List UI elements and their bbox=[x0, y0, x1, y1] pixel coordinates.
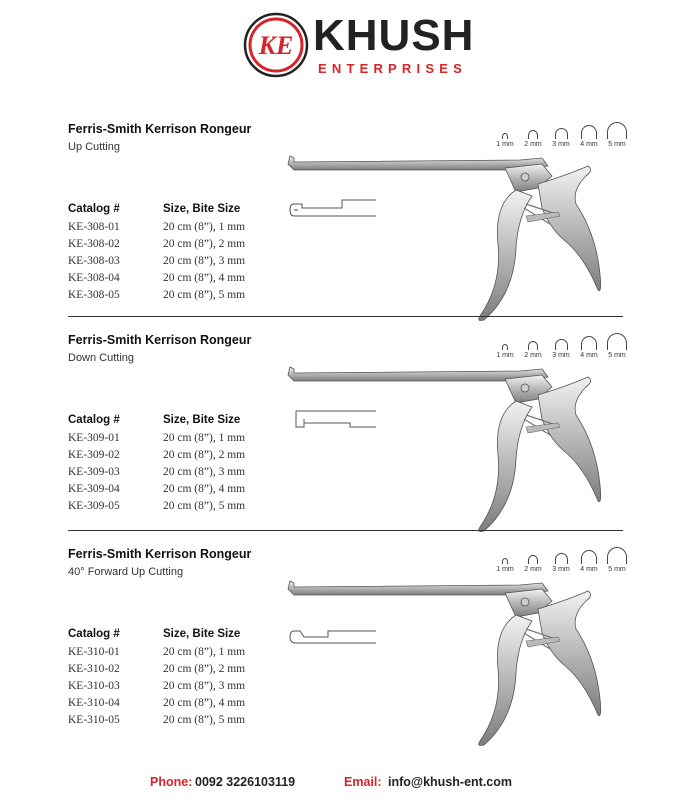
phone-number[interactable]: 0092 3226103119 bbox=[195, 775, 296, 789]
size-value: 20 cm (8”), 3 mm bbox=[163, 679, 246, 692]
bite-size-label: 5 mm bbox=[608, 141, 626, 148]
bite-size-label: 3 mm bbox=[552, 141, 570, 148]
cutting-tip-detail-icon bbox=[288, 194, 378, 224]
catalog-table bbox=[68, 200, 283, 303]
size-value: 20 cm (8”), 1 mm bbox=[163, 220, 246, 233]
bite-size-shape-icon bbox=[502, 344, 508, 350]
catalog-number: KE-310-02 bbox=[68, 662, 120, 675]
catalog-number: KE-310-03 bbox=[68, 679, 120, 692]
table-row bbox=[68, 269, 283, 286]
catalog-number: KE-309-04 bbox=[68, 482, 120, 495]
bite-size-label: 2 mm bbox=[524, 566, 542, 573]
table-row bbox=[68, 694, 283, 711]
table-header bbox=[68, 200, 283, 218]
size-value: 20 cm (8”), 4 mm bbox=[163, 271, 246, 284]
bite-size-label: 3 mm bbox=[552, 352, 570, 359]
section-divider bbox=[68, 316, 623, 317]
rongeur-instrument-image bbox=[280, 355, 620, 535]
rongeur-instrument-image bbox=[280, 144, 620, 324]
bite-size-shape-icon bbox=[502, 558, 508, 564]
product-section bbox=[0, 122, 689, 337]
table-header bbox=[68, 411, 283, 429]
catalog-number: KE-310-04 bbox=[68, 696, 120, 709]
table-row bbox=[68, 643, 283, 660]
catalog-header: Catalog # bbox=[68, 203, 120, 215]
bite-size-shape-icon bbox=[528, 341, 538, 350]
size-value: 20 cm (8”), 5 mm bbox=[163, 499, 246, 512]
product-subtitle: Up Cutting bbox=[68, 141, 120, 153]
size-value: 20 cm (8”), 1 mm bbox=[163, 431, 246, 444]
bite-size-label: 4 mm bbox=[580, 566, 598, 573]
table-row bbox=[68, 711, 283, 728]
table-row bbox=[68, 463, 283, 480]
bite-size-label: 4 mm bbox=[580, 141, 598, 148]
table-row bbox=[68, 286, 283, 303]
brand-badge-icon bbox=[243, 12, 309, 78]
svg-text:KE: KE bbox=[258, 31, 294, 60]
catalog-header: Catalog # bbox=[68, 414, 120, 426]
catalog-number: KE-308-02 bbox=[68, 237, 120, 250]
bite-size-shape-icon bbox=[528, 130, 538, 139]
size-header: Size, Bite Size bbox=[163, 414, 241, 426]
size-value: 20 cm (8”), 5 mm bbox=[163, 288, 246, 301]
table-row bbox=[68, 660, 283, 677]
table-row bbox=[68, 446, 283, 463]
catalog-number: KE-310-01 bbox=[68, 645, 120, 658]
catalog-number: KE-309-03 bbox=[68, 465, 120, 478]
product-title: Ferris-Smith Kerrison Rongeur bbox=[68, 547, 252, 561]
product-title: Ferris-Smith Kerrison Rongeur bbox=[68, 333, 252, 347]
product-section bbox=[0, 333, 689, 548]
bite-size-shape-icon bbox=[581, 125, 597, 139]
bite-size-label: 4 mm bbox=[580, 352, 598, 359]
size-value: 20 cm (8”), 5 mm bbox=[163, 713, 246, 726]
bite-size-label: 3 mm bbox=[552, 566, 570, 573]
bite-size-label: 1 mm bbox=[496, 566, 514, 573]
email-label: Email: bbox=[344, 775, 382, 789]
bite-size-shape-icon bbox=[607, 122, 627, 139]
table-row bbox=[68, 429, 283, 446]
size-value: 20 cm (8”), 4 mm bbox=[163, 482, 246, 495]
brand-tagline: ENTERPRISES bbox=[318, 61, 467, 76]
email-address[interactable]: info@khush-ent.com bbox=[388, 775, 512, 789]
bite-size-shape-icon bbox=[607, 333, 627, 350]
size-value: 20 cm (8”), 3 mm bbox=[163, 465, 246, 478]
bite-size-label: 5 mm bbox=[608, 352, 626, 359]
bite-size-shape-icon bbox=[555, 128, 568, 139]
size-value: 20 cm (8”), 3 mm bbox=[163, 254, 246, 267]
bite-size-shape-icon bbox=[607, 547, 627, 564]
bite-size-label: 1 mm bbox=[496, 352, 514, 359]
catalog-number: KE-309-01 bbox=[68, 431, 120, 444]
product-subtitle: 40° Forward Up Cutting bbox=[68, 566, 184, 578]
table-header bbox=[68, 625, 283, 643]
bite-size-label: 2 mm bbox=[524, 352, 542, 359]
table-row bbox=[68, 497, 283, 514]
size-value: 20 cm (8”), 2 mm bbox=[163, 662, 246, 675]
table-row bbox=[68, 252, 283, 269]
bite-size-shape-icon bbox=[502, 133, 508, 139]
table-row bbox=[68, 677, 283, 694]
catalog-number: KE-308-03 bbox=[68, 254, 120, 267]
product-subtitle: Down Cutting bbox=[68, 352, 135, 364]
bite-size-shape-icon bbox=[581, 336, 597, 350]
size-value: 20 cm (8”), 1 mm bbox=[163, 645, 246, 658]
catalog-number: KE-309-05 bbox=[68, 499, 120, 512]
table-row bbox=[68, 480, 283, 497]
catalog-header: Catalog # bbox=[68, 628, 120, 640]
section-divider bbox=[68, 530, 623, 531]
bite-size-shape-icon bbox=[555, 339, 568, 350]
cutting-tip-detail-icon bbox=[288, 619, 378, 649]
bite-size-shape-icon bbox=[528, 555, 538, 564]
size-header: Size, Bite Size bbox=[163, 628, 241, 640]
catalog-table bbox=[68, 625, 283, 728]
catalog-number: KE-308-01 bbox=[68, 220, 120, 233]
catalog-number: KE-308-04 bbox=[68, 271, 120, 284]
brand-name: KHUSH bbox=[313, 11, 475, 60]
catalog-number: KE-308-05 bbox=[68, 288, 120, 301]
bite-size-label: 5 mm bbox=[608, 566, 626, 573]
product-title: Ferris-Smith Kerrison Rongeur bbox=[68, 122, 252, 136]
size-value: 20 cm (8”), 2 mm bbox=[163, 448, 246, 461]
size-value: 20 cm (8”), 4 mm bbox=[163, 696, 246, 709]
table-row bbox=[68, 235, 283, 252]
bite-size-shape-icon bbox=[555, 553, 568, 564]
bite-size-label: 1 mm bbox=[496, 141, 514, 148]
table-row bbox=[68, 218, 283, 235]
bite-size-shape-icon bbox=[581, 550, 597, 564]
brand-logo bbox=[0, 0, 689, 100]
bite-size-label: 2 mm bbox=[524, 141, 542, 148]
cutting-tip-detail-icon bbox=[288, 405, 378, 435]
size-value: 20 cm (8”), 2 mm bbox=[163, 237, 246, 250]
product-section bbox=[0, 547, 689, 762]
catalog-number: KE-310-05 bbox=[68, 713, 120, 726]
catalog-table bbox=[68, 411, 283, 514]
phone-label: Phone: bbox=[150, 775, 193, 789]
catalog-number: KE-309-02 bbox=[68, 448, 120, 461]
rongeur-instrument-image bbox=[280, 569, 620, 749]
size-header: Size, Bite Size bbox=[163, 203, 241, 215]
